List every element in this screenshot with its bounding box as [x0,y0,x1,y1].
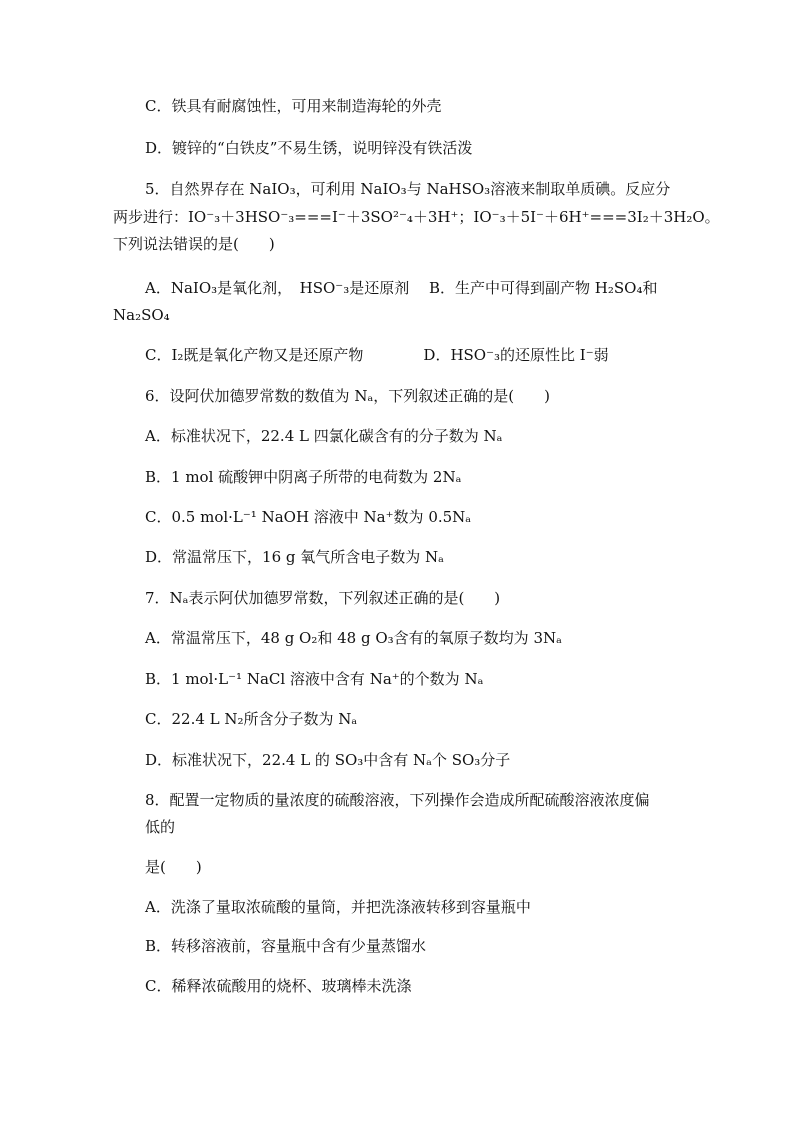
question-5-stem-line-1: 5．自然界存在 NaIO₃，可利用 NaIO₃与 NaHSO₃溶液来制取单质碘。反应分 [145,180,671,198]
question-5-options-cd: C．I₂既是氧化产物又是还原产物 D．HSO⁻₃的还原性比 I⁻弱 [145,346,609,364]
question-4-option-d: D．镀锌的“白铁皮”不易生锈，说明锌没有铁活泼 [145,139,473,157]
question-6-option-a: A．标准状况下，22.4 L 四氯化碳含有的分子数为 Nₐ [145,427,503,445]
question-5-options-ab-line-1: A．NaIO₃是氧化剂， HSO⁻₃是还原剂 B．生产中可得到副产物 H₂SO₄和 [145,279,658,297]
question-8-option-a: A．洗涤了量取浓硫酸的量筒，并把洗涤液转移到容量瓶中 [145,898,531,916]
question-8-stem-line-2: 低的 [145,818,176,836]
question-7-option-c: C．22.4 L N₂所含分子数为 Nₐ [145,710,358,728]
question-8-stem-line-1: 8．配置一定物质的量浓度的硫酸溶液，下列操作会造成所配硫酸溶液浓度偏 [145,791,650,809]
question-5-stem-line-2: 两步进行：IO⁻₃＋3HSO⁻₃===I⁻＋3SO²⁻₄＋3H⁺；IO⁻₃＋5I⁻＋6H⁺===3I₂＋3H₂O。 [113,208,720,226]
question-7-option-d: D．标准状况下，22.4 L 的 SO₃中含有 Nₐ个 SO₃分子 [145,751,511,769]
question-6-option-c: C．0.5 mol·L⁻¹ NaOH 溶液中 Na⁺数为 0.5Nₐ [145,508,472,526]
question-8-stem-line-3: 是( ) [145,858,202,876]
question-8-option-b: B．转移溶液前，容量瓶中含有少量蒸馏水 [145,937,427,955]
question-4-option-c: C．铁具有耐腐蚀性，可用来制造海轮的外壳 [145,97,442,115]
question-5-options-ab-line-2: Na₂SO₄ [113,306,170,324]
question-5-stem-line-3: 下列说法错误的是( ) [113,235,275,253]
question-7-option-b: B．1 mol·L⁻¹ NaCl 溶液中含有 Na⁺的个数为 Nₐ [145,670,484,688]
question-6-option-d: D．常温常压下，16 g 氧气所含电子数为 Nₐ [145,548,444,566]
question-7-stem: 7．Nₐ表示阿伏加德罗常数，下列叙述正确的是( ) [145,589,501,607]
question-8-option-c: C．稀释浓硫酸用的烧杯、玻璃棒未洗涤 [145,977,412,995]
question-6-stem: 6．设阿伏加德罗常数的数值为 Nₐ，下列叙述正确的是( ) [145,387,550,405]
question-6-option-b: B．1 mol 硫酸钾中阴离子所带的电荷数为 2Nₐ [145,468,462,486]
question-7-option-a: A．常温常压下，48 g O₂和 48 g O₃含有的氧原子数均为 3Nₐ [145,629,562,647]
